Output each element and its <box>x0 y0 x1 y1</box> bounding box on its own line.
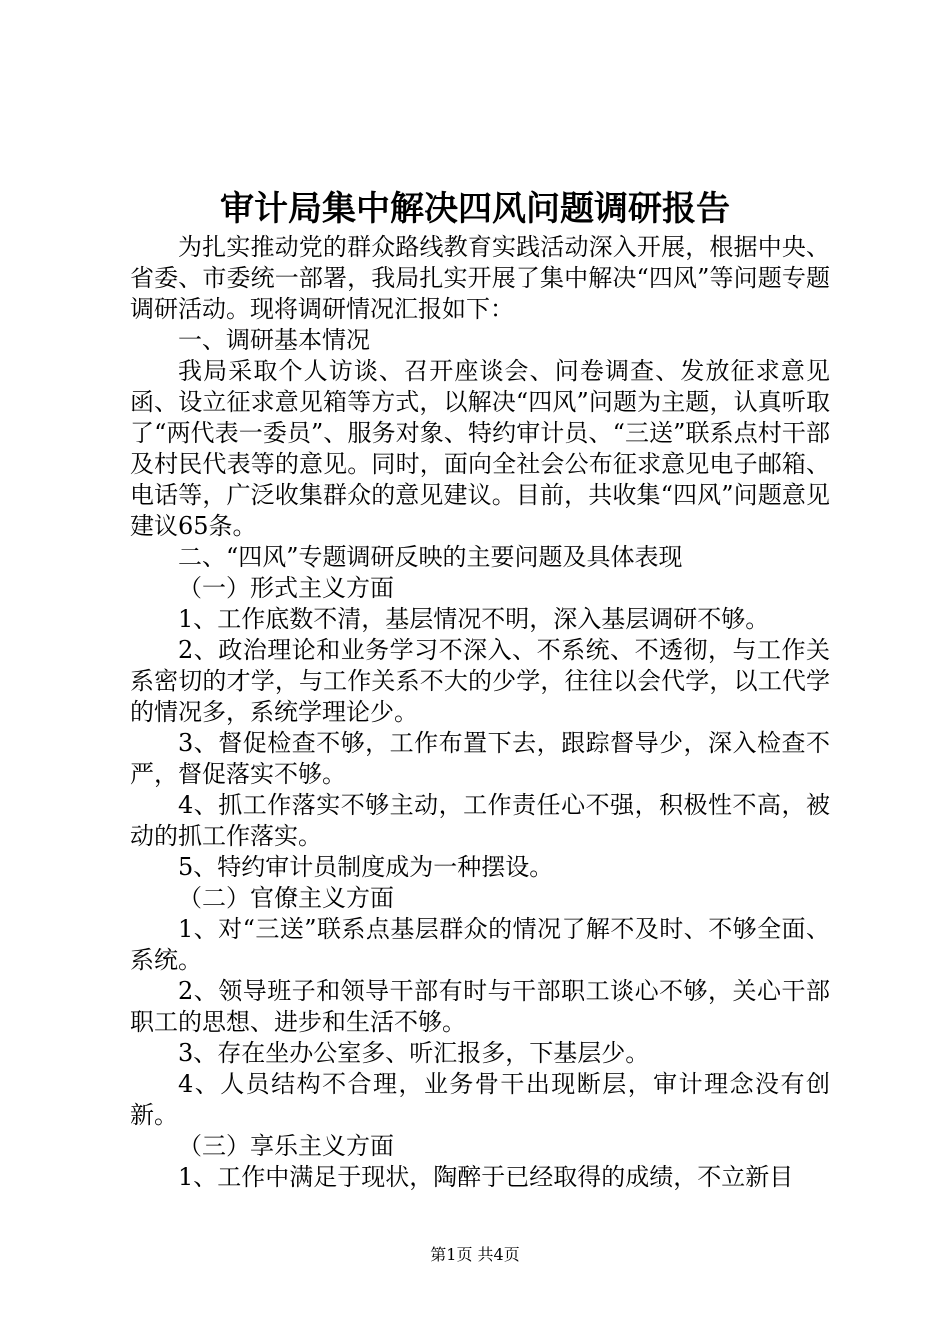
list-item: 1、工作底数不清，基层情况不明，深入基层调研不够。 <box>178 605 770 633</box>
subheading-hedonism: （三）享乐主义方面 <box>178 1132 394 1160</box>
list-item: 2、领导班子和领导干部有时与干部职工谈心不够，关心干部职工的思想、进步和生活不够。 <box>130 977 830 1036</box>
list-item: 3、督促检查不够，工作布置下去，跟踪督导少，深入检查不严，督促落实不够。 <box>130 729 830 788</box>
document-title: 审计局集中解决四风问题调研报告 <box>220 189 730 229</box>
list-item: 4、人员结构不合理，业务骨干出现断层，审计理念没有创新。 <box>130 1070 830 1129</box>
subheading-bureaucratism: （二）官僚主义方面 <box>178 884 394 912</box>
subheading-formalism: （一）形式主义方面 <box>178 574 394 602</box>
list-item: 4、抓工作落实不够主动，工作责任心不强，积极性不高，被动的抓工作落实。 <box>130 791 830 850</box>
list-item: 3、存在坐办公室多、听汇报多，下基层少。 <box>178 1039 650 1067</box>
page-footer: 第1页 共4页 <box>430 1245 520 1264</box>
heading-section-2: 二、“四风”专题调研反映的主要问题及具体表现 <box>178 543 683 571</box>
list-item: 1、对“三送”联系点基层群众的情况了解不及时、不够全面、系统。 <box>130 915 830 974</box>
list-item: 2、政治理论和业务学习不深入、不系统、不透彻，与工作关系密切的才学，与工作关系不大的少学，往往以会代学，以工代学的情况多，系统学理论少。 <box>130 636 830 726</box>
document-body <box>130 232 830 1193</box>
heading-section-1: 一、调研基本情况 <box>178 326 370 354</box>
list-item: 1、工作中满足于现状，陶醉于已经取得的成绩，不立新目 <box>178 1163 794 1191</box>
paragraph-section-1: 我局采取个人访谈、召开座谈会、问卷调查、发放征求意见函、设立征求意见箱等方式，以解决“四风”问题为主题，认真听取了“两代表一委员”、服务对象、特约审计员、“三送”联系点村干部及村民代表等的意见。同时，面向全社会公布征求意见电子邮箱、电话等，广泛收集群众的意见建议。目前，共收集“四风”问题意见建议65条。 <box>130 357 830 540</box>
list-item: 5、特约审计员制度成为一种摆设。 <box>178 853 554 881</box>
paragraph-intro: 为扎实推动党的群众路线教育实践活动深入开展，根据中央、省委、市委统一部署，我局扎实开展了集中解决“四风”等问题专题调研活动。现将调研情况汇报如下： <box>130 233 830 323</box>
